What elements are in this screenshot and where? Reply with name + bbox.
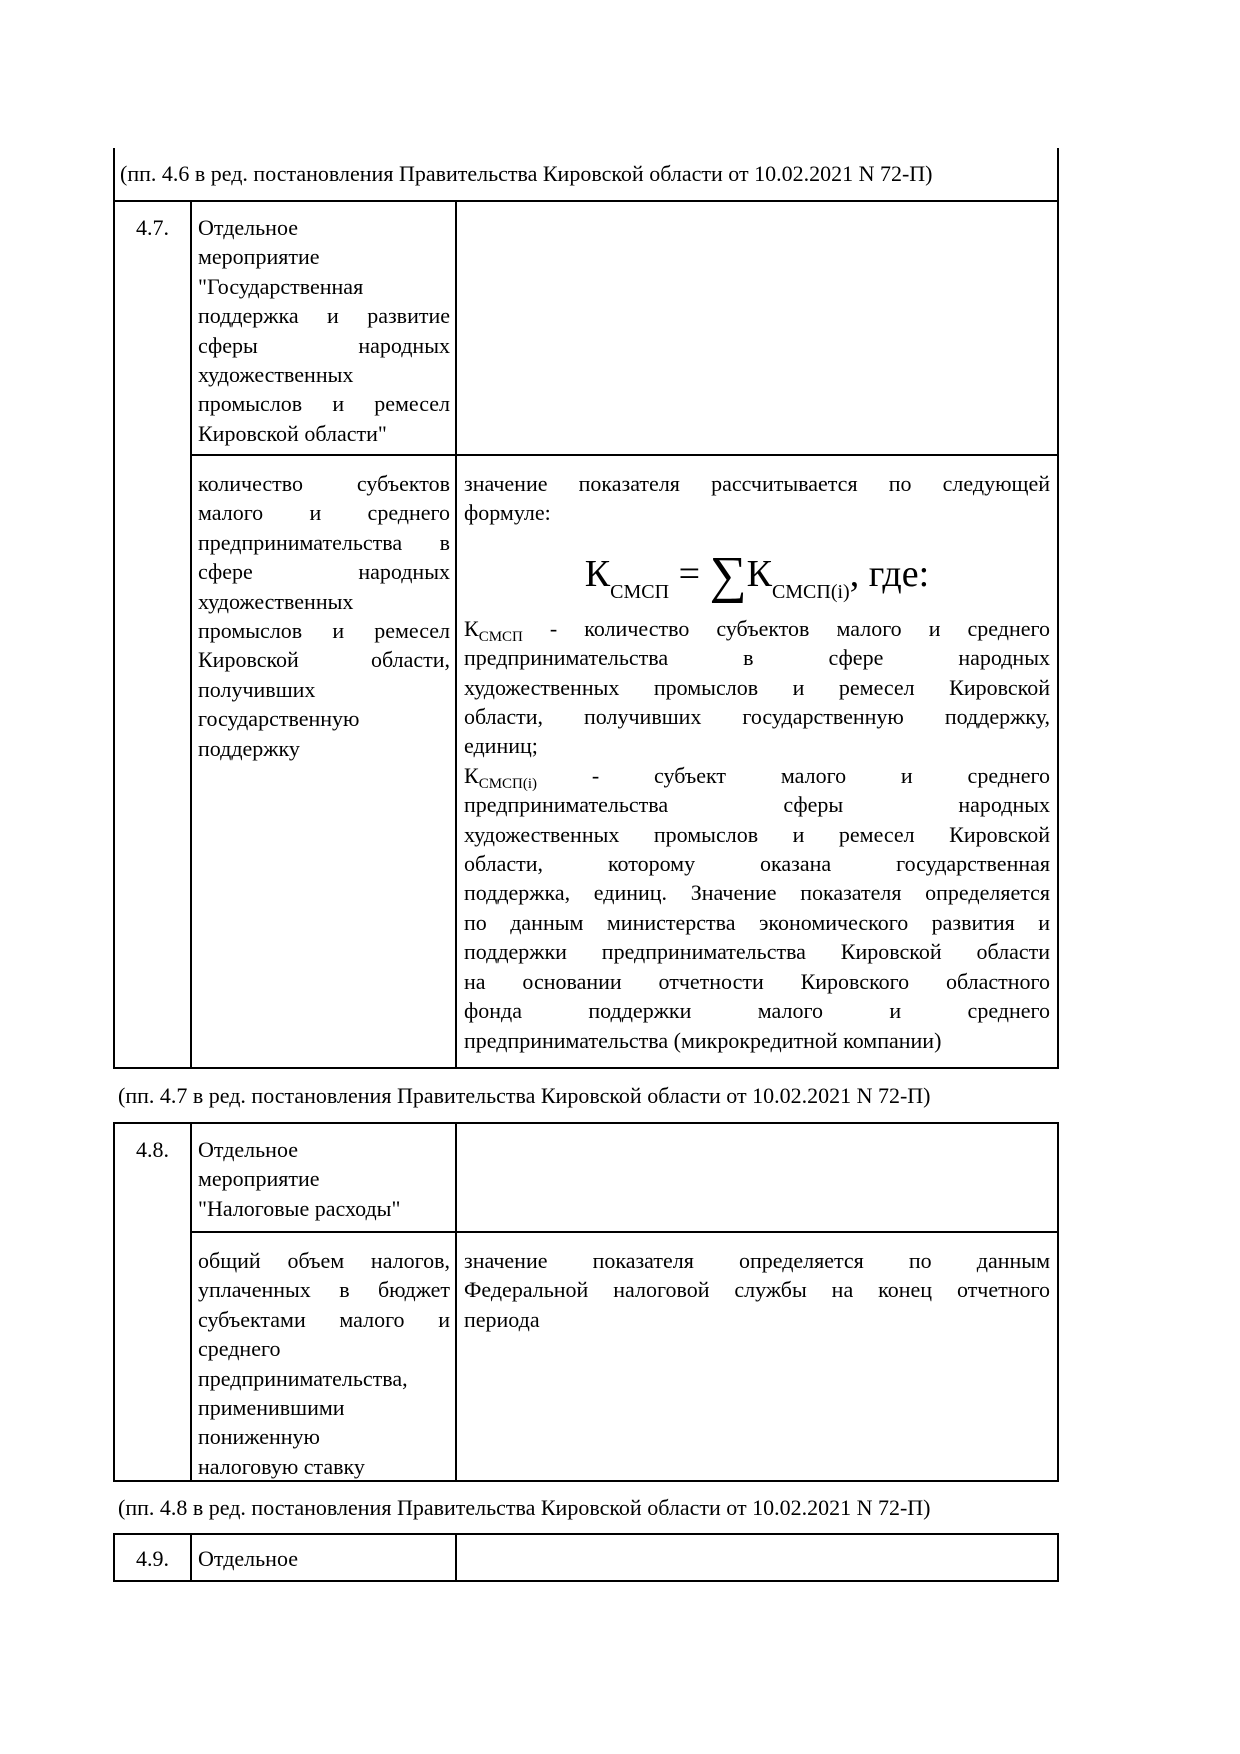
definition-ksmsp-i — [464, 761, 1050, 1055]
text-line: сфере народных — [198, 559, 450, 585]
text-line: периода — [464, 1306, 540, 1332]
formula-rhs: К — [746, 552, 772, 595]
definition-ksmsp — [464, 614, 1050, 761]
equals-sign: = — [669, 552, 710, 595]
text-line: Федеральной налоговой службы на конец отчетного — [464, 1277, 1050, 1303]
text-line: значение показателя определяется по данным — [464, 1248, 1050, 1273]
definition-first-line: $К_{СМСП(i)}$ - субъект малого и среднего — [464, 762, 1050, 792]
text-line: поддержка, единиц. Значение показателя определяется — [464, 880, 1050, 906]
method-intro — [464, 469, 1050, 528]
table-row-4.7 — [113, 200, 1059, 1069]
text-line: Кировской области, — [198, 647, 450, 673]
text-line: среднего — [198, 1336, 281, 1362]
text-line: субъектами малого и — [198, 1306, 450, 1332]
text-line: получивших — [198, 676, 316, 702]
text-line: поддержка и развитие — [198, 303, 450, 329]
text-line: предпринимательства, — [198, 1365, 408, 1391]
text-line: количество субъектов — [198, 471, 450, 496]
row-number-cell — [115, 202, 192, 1067]
table-row-4.9 — [113, 1533, 1059, 1582]
formula-lhs-subscript: СМСП — [610, 580, 670, 603]
activity-name-cell — [192, 202, 457, 454]
text-line: уплаченных в бюджет — [198, 1277, 450, 1303]
annotation-pp-4.7 — [118, 1069, 1059, 1122]
text-line: "Налоговые расходы" — [198, 1195, 401, 1221]
text-line: "Государственная — [198, 273, 364, 299]
table-row-4.8 — [113, 1122, 1059, 1482]
formula-ksmsp — [464, 542, 1050, 606]
row-number: 4.9. — [136, 1546, 169, 1571]
empty-cell — [457, 1124, 1057, 1231]
text-line: Отдельное — [198, 1137, 298, 1162]
text-line: применившими — [198, 1395, 345, 1421]
row-number-cell — [115, 1124, 192, 1480]
sigma-sum-symbol: ∑ — [709, 546, 747, 604]
annotation-pp-4.6-text: (пп. 4.6 в ред. постановления Правительства Кировской области от 10.02.2021 N 72-П) — [120, 161, 933, 187]
formula-rhs-subscript: СМСП(i) — [771, 580, 850, 603]
indicator-name-cell — [192, 1233, 457, 1480]
text-line: художественных промыслов и ремесел Кировской — [464, 821, 1050, 847]
text-line: сферы народных — [198, 332, 450, 358]
activity-name-cell — [192, 1535, 457, 1580]
text-line: предпринимательства (микрокредитной компании) — [464, 1027, 942, 1053]
text-line: художественных — [198, 362, 354, 388]
text-line: Отдельное — [198, 215, 298, 240]
text-line: поддержки предпринимательства Кировской области — [464, 939, 1050, 965]
formula-lhs: К — [584, 552, 611, 595]
text-line: области, которому оказана государственная — [464, 851, 1050, 877]
term-subscript: СМСП — [478, 628, 523, 645]
text-line: на основании отчетности Кировского областного — [464, 968, 1050, 994]
text-line: предпринимательства сферы народных — [464, 792, 1050, 818]
empty-cell — [457, 1535, 1057, 1580]
annotation-pp-4.8-text: (пп. 4.8 в ред. постановления Правительства Кировской области от 10.02.2021 N 72-П) — [118, 1494, 931, 1520]
text-line: по данным министерства экономического развития и — [464, 909, 1050, 935]
text-line: художественных промыслов и ремесел Кировской — [464, 674, 1050, 700]
indicator-name-cell — [192, 456, 457, 1067]
text-line: Кировской области" — [198, 420, 387, 446]
row-number: 4.8. — [136, 1137, 169, 1162]
activity-name-cell — [192, 1124, 457, 1231]
text-line: значение показателя рассчитывается по следующей — [464, 471, 1050, 496]
text-line: малого и среднего — [198, 500, 450, 526]
text-line: области, получивших государственную поддержку, — [464, 704, 1050, 730]
text-line: единиц; — [464, 733, 538, 759]
row-number: 4.7. — [136, 215, 169, 240]
calculation-method-cell — [457, 1233, 1057, 1480]
term-subscript: СМСП(i) — [478, 775, 538, 792]
calculation-method-cell — [457, 456, 1057, 1067]
text-line: пониженную — [198, 1424, 320, 1450]
text-line: предпринимательства в сфере народных — [464, 645, 1050, 671]
annotation-pp-4.6 — [113, 148, 1059, 200]
text-line: общий объем налогов, — [198, 1248, 450, 1273]
formula-tail: , где: — [849, 552, 930, 595]
annotation-pp-4.7-text: (пп. 4.7 в ред. постановления Правительства Кировской области от 10.02.2021 N 72-П) — [118, 1082, 931, 1108]
text-line: фонда поддержки малого и среднего — [464, 998, 1050, 1024]
empty-cell — [457, 202, 1057, 454]
text-line: Отдельное — [198, 1546, 298, 1571]
text-line: промыслов и ремесел — [198, 391, 450, 417]
text-line: мероприятие — [198, 244, 320, 270]
text-line: формуле: — [464, 500, 551, 526]
text-line: поддержку — [198, 735, 300, 761]
annotation-pp-4.8 — [118, 1482, 1059, 1533]
text-line: промыслов и ремесел — [198, 618, 450, 644]
text-line: налоговую ставку — [198, 1453, 365, 1479]
text-line: предпринимательства в — [198, 529, 450, 555]
text-line: художественных — [198, 588, 354, 614]
definition-first-line: $К_{СМСП}$ - количество субъектов малого и среднего — [464, 615, 1050, 645]
row-number-cell — [115, 1535, 192, 1580]
text-line: мероприятие — [198, 1166, 320, 1192]
text-line: государственную — [198, 706, 360, 732]
